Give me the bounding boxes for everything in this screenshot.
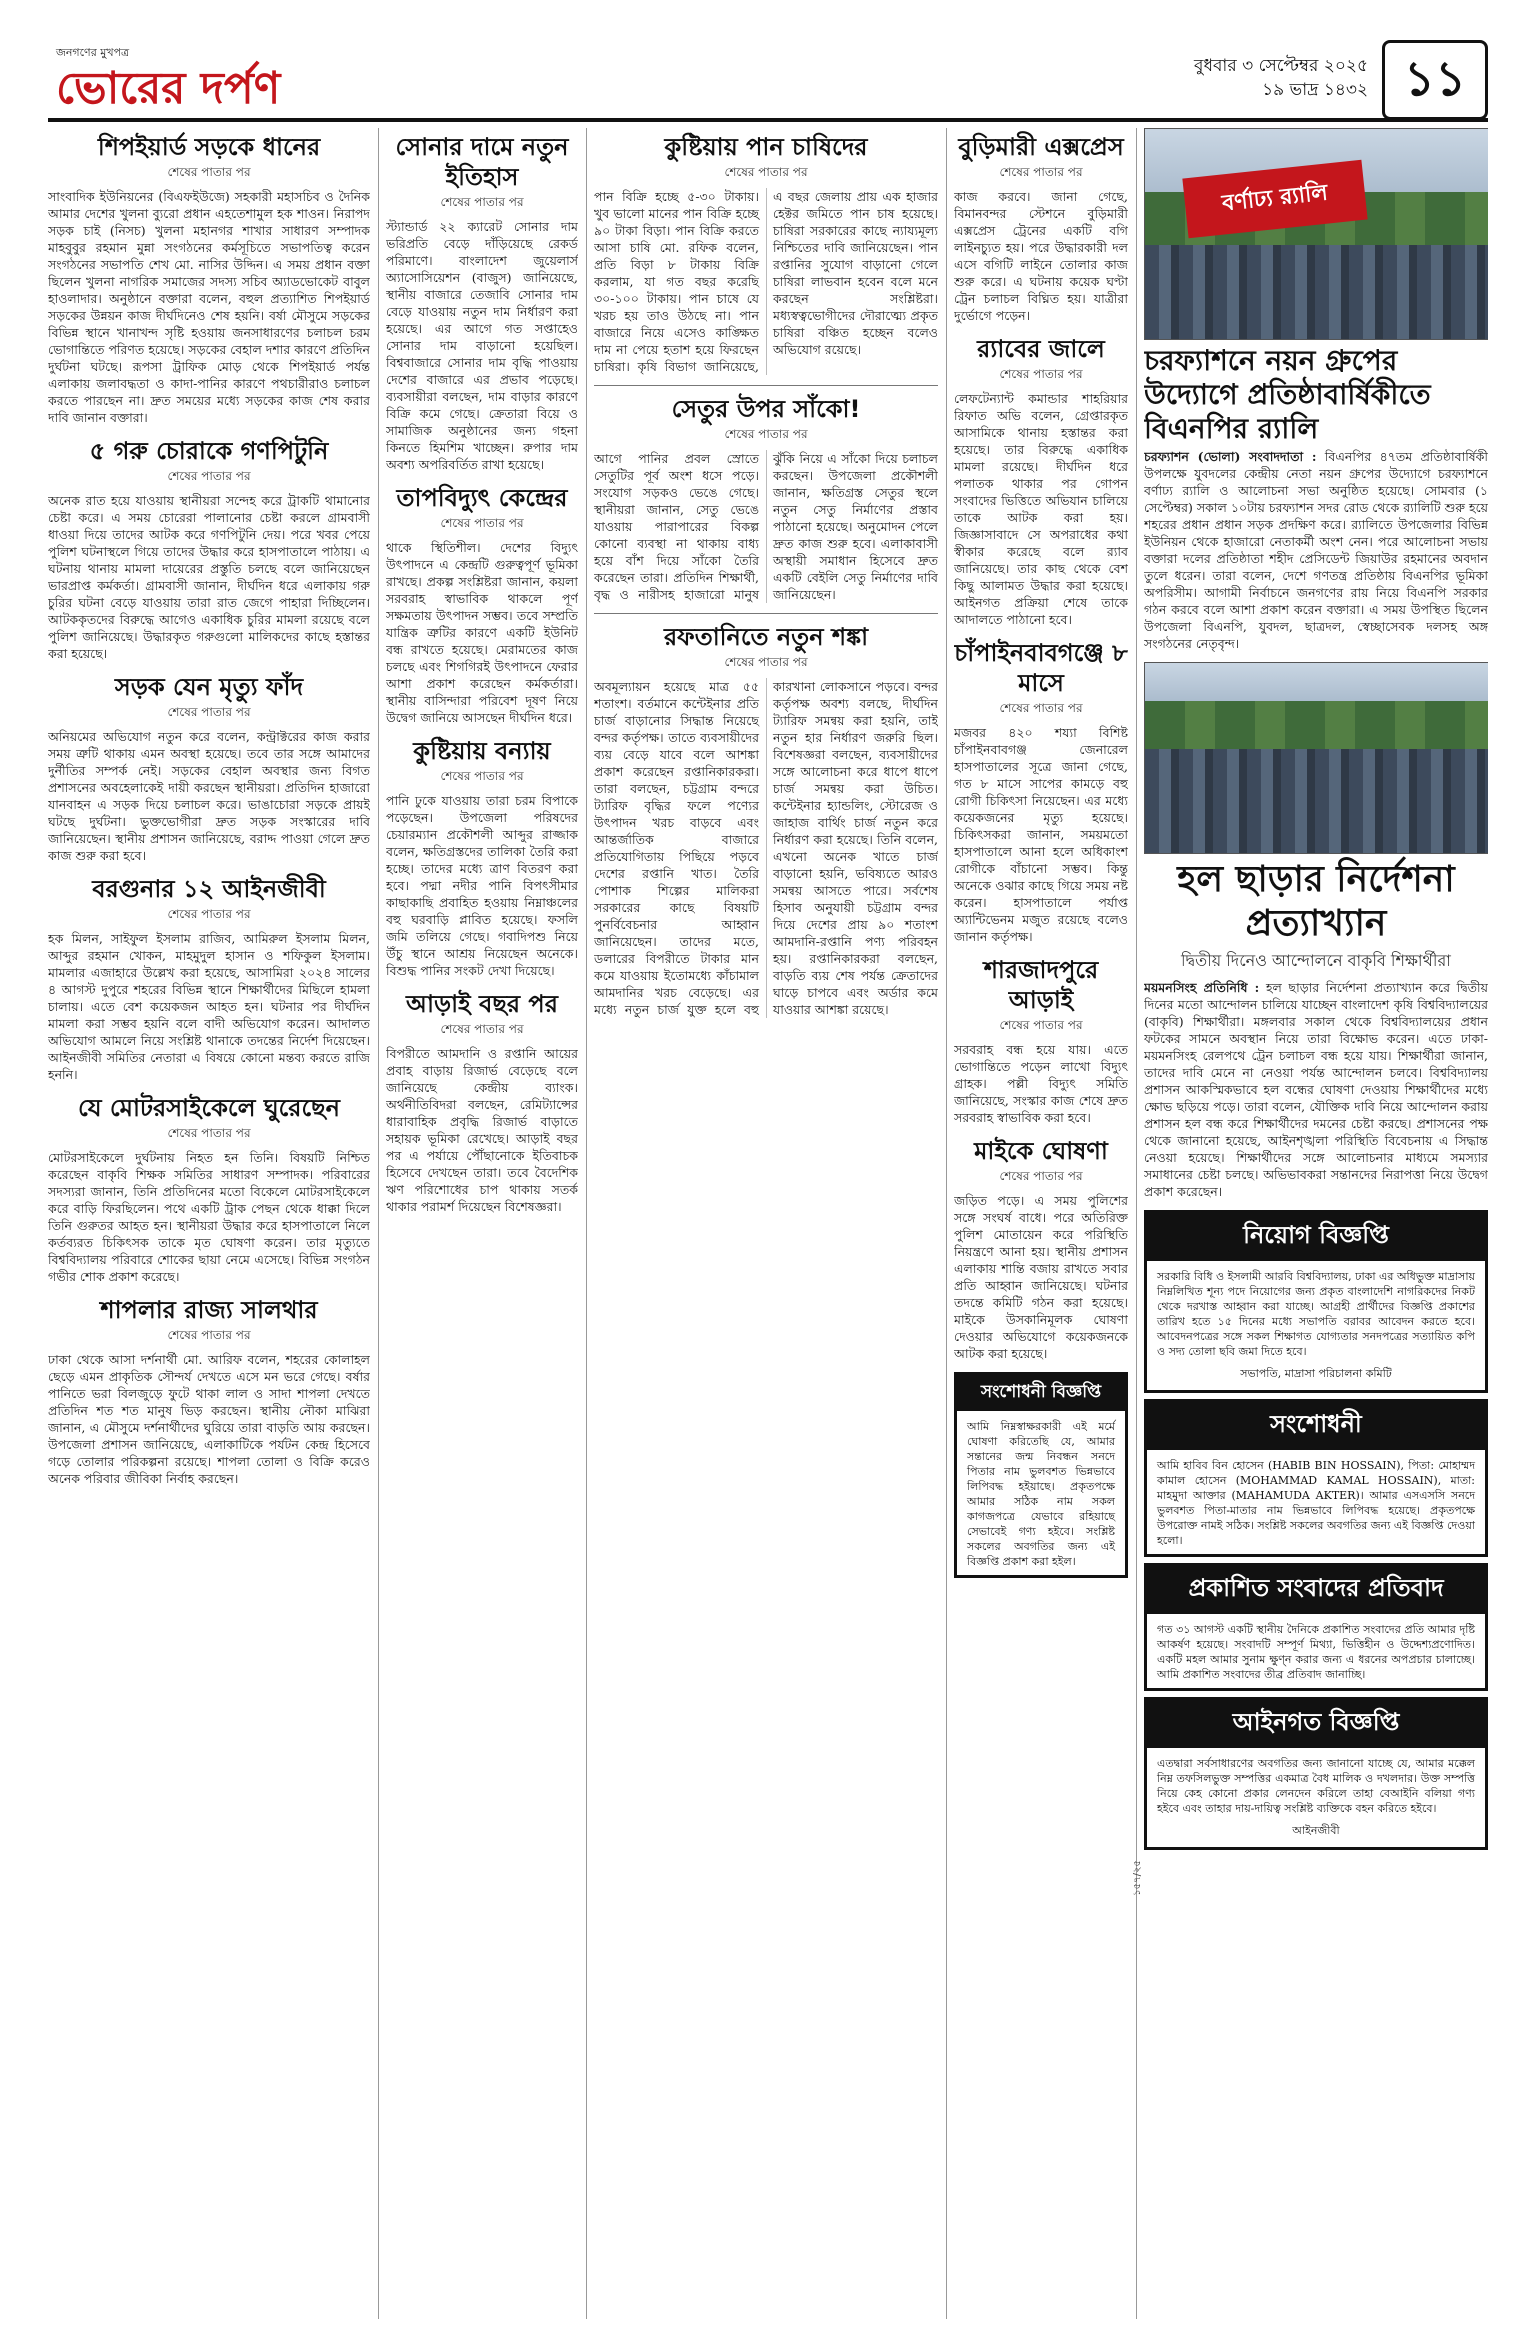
logo-tagline: জনগণের মুখপত্র	[56, 46, 130, 59]
story-charfashion-rally	[1144, 344, 1488, 652]
subheadline: দ্বিতীয় দিনেও আন্দোলনে বাকৃবি শিক্ষার্থীরা	[1181, 951, 1451, 970]
story-body: অবমূল্যায়ন হয়েছে মাত্র ৫৫ শতাংশ। বর্তমানে কন্টেইনার প্রতি চার্জ বাড়ানোর সিদ্ধান্ত নিয়েছে বন্দর কর্তৃপক্ষ। তাতে ব্যবসায়ীদের ব্যয় বেড়ে যাবে বলে আশঙ্কা প্রকাশ করেছেন রপ্তানিকারকরা। তারা বলছেন, চট্টগ্রাম বন্দরে ট্যারিফ বৃদ্ধির ফলে পণ্যের উৎপাদন খরচ বাড়বে এবং আন্তর্জাতিক বাজারে প্রতিযোগিতায় পিছিয়ে পড়বে দেশের রপ্তানি খাত। তৈরি পোশাক শিল্পের মালিকরা সরকারের কাছে বিষয়টি পুনর্বিবেচনার আহ্বান জানিয়েছেন। তাদের মতে, ডলারের বিপরীতে টাকার মান কমে যাওয়ায় ইতোমধ্যে কাঁচামাল আমদানির খরচ বেড়েছে। এর মধ্যে নতুন চার্জ যুক্ত হলে বহু কারখানা লোকসানে পড়বে। বন্দর কর্তৃপক্ষ অবশ্য বলছে, দীর্ঘদিন ট্যারিফ সমন্বয় করা হয়নি, তাই নতুন হার নির্ধারণ জরুরি ছিল। বিশেষজ্ঞরা বলছেন, ব্যবসায়ীদের সঙ্গে আলোচনা করে ধাপে ধাপে চার্জ সমন্বয় করা উচিত। কন্টেইনার হ্যান্ডলিং, স্টোরেজ ও জাহাজ বার্থিং চার্জ নতুন করে নির্ধারণ করা হয়েছে। তিনি বলেন, এখনো অনেক খাতে চার্জ বাড়ানো হয়নি, ভবিষ্যতে আরও সমন্বয় আসতে পারে। সর্বশেষ হিসাব অনুযায়ী চট্টগ্রাম বন্দর দিয়ে দেশের প্রায় ৯০ শতাংশ আমদানি-রপ্তানি পণ্য পরিবহন হয়। রপ্তানিকারকরা বলছেন, বাড়তি ব্যয় শেষ পর্যন্ত ক্রেতাদের ঘাড়ে চাপবে এবং অর্ডার কমে যাওয়ার আশঙ্কা রয়েছে।	[594, 679, 938, 1017]
continued-label: শেষের পাতার পর	[999, 367, 1083, 381]
photo-crowd	[1145, 749, 1488, 854]
story-body: জড়িত পড়ে। এ সময় পুলিশের সঙ্গে সংঘর্ষ বাধে। পরে অতিরিক্ত পুলিশ মোতায়েন করে পরিস্থিতি নিয়ন্ত্রণে আনা হয়। স্থানীয় প্রশাসন এলাকায় শান্তি বজায় রাখতে সবার প্রতি আহ্বান জানিয়েছে। ঘটনার তদন্তে কমিটি গঠন করা হয়েছে। মাইকে উসকানিমূলক ঘোষণা দেওয়ার অভিযোগে কয়েকজনকে আটক করা হয়েছে।	[954, 1193, 1128, 1361]
continued-label: শেষের পাতার পর	[167, 907, 251, 921]
headline: শারজাদপুরে আড়াই	[983, 956, 1099, 1014]
headline: শাপলার রাজ্য সালথার	[100, 1296, 318, 1324]
column-rule	[586, 128, 587, 2319]
story-body: মজবর ৪২০ শয্যা বিশিষ্ট চাঁপাইনবাবগঞ্জ জেনারেল হাসপাতালের সূত্রে জানা গেছে, গত ৮ মাসে সাপের কামড়ে বহু রোগী চিকিৎসা নিয়েছেন। এর মধ্যে কয়েকজনের মৃত্যু হয়েছে। চিকিৎসকরা জানান, সময়মতো হাসপাতালে আনা হলে অধিকাংশ রোগীকে বাঁচানো সম্ভব। কিন্তু অনেকে ওঝার কাছে গিয়ে সময় নষ্ট করেন। হাসপাতালে পর্যাপ্ত অ্যান্টিভেনম মজুত রয়েছে বলেও জানান কর্তৃপক্ষ।	[954, 725, 1128, 944]
notice-body: আমি হাবিব বিন হোসেন (HABIB BIN HOSSAIN), পিতা: মোহাম্মদ কামাল হোসেন (MOHAMMAD KAMAL HOSSAIN), মাতা: মাহমুদা আক্তার (MAHAMUDA AKTER)। আমার এসএসসি সনদে ভুলবশত পিতা-মাতার নাম ভিন্নভাবে লিপিবদ্ধ হয়েছে। প্রকৃতপক্ষে উপরোক্ত নামই সঠিক। সংশ্লিষ্ট সকলের অবগতির জন্য এই বিজ্ঞপ্তি দেওয়া হলো।	[1157, 1459, 1475, 1547]
continued-label: শেষের পাতার পর	[999, 165, 1083, 179]
story-body: সরবরাহ বন্ধ হয়ে যায়। এতে ভোগান্তিতে পড়েন লাখো বিদ্যুৎ গ্রাহক। পল্লী বিদ্যুৎ সমিতি জানিয়েছে, সংস্কার কাজ শেষে দ্রুত সরবরাহ স্বাভাবিক করা হবে।	[954, 1042, 1128, 1125]
column-rule	[378, 128, 379, 2319]
date-block	[1194, 54, 1368, 102]
divider	[594, 613, 938, 614]
notice-title: সংশোধনী বিজ্ঞপ্তি	[957, 1375, 1125, 1411]
notice-body: গত ৩১ আগস্ট একটি স্থানীয় দৈনিকে প্রকাশিত সংবাদের প্রতি আমার দৃষ্টি আকর্ষণ হয়েছে। সংবাদটি সম্পূর্ণ মিথ্যা, ভিত্তিহীন ও উদ্দেশ্যপ্রণোদিত। একটি মহল আমার সুনাম ক্ষুণ্ন করার জন্য এ ধরনের অপপ্রচার চালাচ্ছে। আমি প্রকাশিত সংবাদের তীব্র প্রতিবাদ জানাচ্ছি।	[1157, 1623, 1475, 1681]
rally-photo	[1144, 128, 1488, 340]
headline: চাঁপাইনবাবগঞ্জে ৮ মাসে	[954, 639, 1128, 697]
notice-title: নিয়োগ বিজ্ঞপ্তি	[1147, 1213, 1485, 1261]
headline: শিপইয়ার্ড সড়কে ধানের	[97, 133, 321, 161]
story-body: বিএনপির ৪৭তম প্রতিষ্ঠাবার্ষিকী উপলক্ষে যুবদলের কেন্দ্রীয় নেতা নয়ন গ্রুপের উদ্যোগে চরফ্যাশনে বর্ণাঢ্য র‍্যালি ও আলোচনা সভা অনুষ্ঠিত হয়েছে। সোমবার (১ সেপ্টেম্বর) সকাল ১০টায় চরফ্যাশন সদর রোড থেকে র‍্যালিটি শুরু হয়ে শহরের প্রধান প্রধান সড়ক প্রদক্ষিণ করে। র‍্যালিতে উপজেলার বিভিন্ন ইউনিয়ন থেকে হাজারো নেতাকর্মী অংশ নেন। পরে আলোচনা সভায় বক্তারা দলের প্রতিষ্ঠাতা শহীদ প্রেসিডেন্ট জিয়াউর রহমানের অবদান তুলে ধরেন। তারা বলেন, দেশে গণতন্ত্র প্রতিষ্ঠায় বিএনপির ভূমিকা অপরিসীম। আগামী নির্বাচনে জনগণের রায় নিয়ে বিএনপি সরকার গঠন করবে বলে আশা প্রকাশ করেন বক্তারা। এ সময় উপস্থিত ছিলেন উপজেলা বিএনপি, যুবদল, ছাত্রদল, স্বেচ্ছাসেবক দলসহ অঙ্গ সংগঠনের নেতৃবৃন্দ।	[1144, 449, 1488, 651]
continued-label: শেষের পাতার পর	[440, 769, 524, 783]
continued-label: শেষের পাতার পর	[440, 195, 524, 209]
headline: তাপবিদ্যুৎ কেন্দ্রের	[396, 484, 568, 512]
continued-label: শেষের পাতার পর	[724, 655, 808, 669]
story-rab-arrest	[954, 334, 1128, 628]
headline: বুড়িমারী এক্সপ্রেস	[958, 133, 1124, 161]
headline: কুষ্টিয়ায় পান চাষিদের	[664, 133, 868, 161]
story-body: অনিয়মের অভিযোগ নতুন করে বলেন, কন্ট্রাক্টরের কাজ করার সময় ত্রুটি থাকায় এমন অবস্থা হয়েছে। তবে তার সঙ্গে আমাদের দুর্নীতির সম্পর্ক নেই। সড়কের বেহাল অবস্থার জন্য বিগত প্রশাসনের অবহেলাকেই দায়ী করছেন স্থানীয়রা। প্রতিদিন হাজারো যানবাহন এ সড়ক দিয়ে চলাচল করে। ভাঙাচোরা সড়কে প্রায়ই ঘটছে দুর্ঘটনা। ভুক্তভোগীরা দ্রুত সড়ক সংস্কারের দাবি জানিয়েছেন। স্থানীয় প্রশাসন জানিয়েছে, বরাদ্দ পাওয়া গেলে দ্রুত কাজ শুরু করা হবে।	[48, 729, 370, 863]
column-1	[48, 128, 370, 2319]
headline: চরফ্যাশনে নয়ন গ্রুপের উদ্যোগে প্রতিষ্ঠাবার্ষিকীতে বিএনপির র‍্যালি	[1144, 344, 1431, 445]
date-gregorian: বুধবার ৩ সেপ্টেম্বর ২০২৫	[1193, 56, 1368, 76]
headline: সড়ক যেন মৃত্যু ফাঁদ	[114, 673, 304, 701]
notice-title: সংশোধনী	[1147, 1402, 1485, 1450]
notice-signature: সভাপতি, মাদ্রাসা পরিচালনা কমিটি	[1240, 1367, 1392, 1380]
story-body: ঢাকা থেকে আসা দর্শনার্থী মো. আরিফ বলেন, শহরের কোলাহল ছেড়ে এমন প্রাকৃতিক সৌন্দর্য দেখতে এসে মন ভরে গেছে। বর্ষার পানিতে ভরা বিলজুড়ে ফুটে থাকা লাল ও সাদা শাপলা দেখতে প্রতিদিন শত শত মানুষ ভিড় করছেন। স্থানীয় নৌকা মাঝিরা জানান, এ মৌসুমে দর্শনার্থীদের ঘুরিয়ে তারা বাড়তি আয় করছেন। উপজেলা প্রশাসন জানিয়েছে, এলাকাটিকে পর্যটন কেন্দ্র হিসেবে গড়ে তোলার পরিকল্পনা রয়েছে। শাপলা তোলা ও বিক্রি করেও অনেক পরিবার জীবিকা নির্বাহ করছেন।	[48, 1352, 370, 1486]
story-shahjadpur	[954, 955, 1128, 1126]
story-body: বিপরীতে আমদানি ও রপ্তানি আয়ের প্রবাহ বাড়ায় রিজার্ভ বেড়েছে বলে জানিয়েছে কেন্দ্রীয় ব্যাংক। অর্থনীতিবিদরা বলছেন, রেমিট্যান্সের ধারাবাহিক প্রবৃদ্ধি রিজার্ভ বাড়াতে সহায়ক ভূমিকা রেখেছে। আড়াই বছর পর এ পর্যায়ে পৌঁছানোকে ইতিবাচক হিসেবে দেখছেন তারা। তবে বৈদেশিক ঋণ পরিশোধের চাপ থাকায় সতর্ক থাকার পরামর্শ দিয়েছেন বিশেষজ্ঞরা।	[386, 1046, 578, 1214]
continued-label: শেষের পাতার পর	[440, 1022, 524, 1036]
story-power-plant	[386, 483, 578, 726]
story-mic-announcement	[954, 1136, 1128, 1362]
notice-title: প্রকাশিত সংবাদের প্রতিবাদ	[1147, 1566, 1485, 1614]
story-export-concern	[594, 622, 938, 1018]
story-body: পান বিক্রি হচ্ছে ৫-৩০ টাকায়। খুব ভালো মানের পান বিক্রি হচ্ছে ৯০ টাকা বিড়া। পান বিক্রি করতে আসা চাষি মো. রফিক বলেন, প্রতি বিড়া ৮ টাকায় বিক্রি করলাম, যা গত বছর করেছি ৩০-১০০ টাকায়। পান চাষে যে খরচ হয় তাও উঠছে না। পান বাজারে নিয়ে এসেও কাঙ্ক্ষিত দাম না পেয়ে হতাশ হয়ে ফিরছেন চাষিরা। কৃষি বিভাগ জানিয়েছে, এ বছর জেলায় প্রায় এক হাজার হেক্টর জমিতে পান চাষ হয়েছে। চাষিরা সরকারের কাছে ন্যায্যমূল্য নিশ্চিতের দাবি জানিয়েছেন। পান রপ্তানির সুযোগ বাড়ানো গেলে চাষিরা লাভবান হবেন বলে মনে করছেন সংশ্লিষ্টরা। মধ্যস্বত্বভোগীদের দৌরাত্ম্যে প্রকৃত চাষিরা বঞ্চিত হচ্ছেন বলেও অভিযোগ রয়েছে।	[594, 189, 938, 374]
story-barguna-lawyers	[48, 874, 370, 1083]
headline: মাইকে ঘোষণা	[974, 1137, 1108, 1165]
story-body: আগে পানির প্রবল স্রোতে সেতুটির পূর্ব অংশ ধসে পড়ে। সংযোগ সড়কও ভেঙে গেছে। স্থানীয়রা জানান, সেতু ভেঙে যাওয়ায় পারাপারের বিকল্প কোনো ব্যবস্থা না থাকায় বাধ্য হয়ে বাঁশ দিয়ে সাঁকো তৈরি করেছেন তারা। প্রতিদিন শিক্ষার্থী, বৃদ্ধ ও নারীসহ হাজারো মানুষ ঝুঁকি নিয়ে এ সাঁকো দিয়ে চলাচল করছেন। উপজেলা প্রকৌশলী জানান, ক্ষতিগ্রস্ত সেতুর স্থলে নতুন সেতু নির্মাণের প্রস্তাব পাঠানো হয়েছে। অনুমোদন পেলে দ্রুত কাজ শুরু হবে। এলাকাবাসী অস্থায়ী সমাধান হিসেবে দ্রুত একটি বেইলি সেতু নির্মাণের দাবি জানিয়েছেন।	[594, 451, 938, 602]
story-shapla-saltha	[48, 1295, 370, 1487]
column-2	[386, 128, 578, 2319]
continued-label: শেষের পাতার পর	[440, 516, 524, 530]
column-5	[1144, 128, 1488, 2319]
divider	[594, 385, 938, 386]
masthead	[48, 40, 1488, 122]
logo-block	[56, 44, 280, 115]
story-body: হল ছাড়ার নির্দেশনা প্রত্যাখ্যান করে দ্বিতীয় দিনের মতো আন্দোলন চালিয়ে যাচ্ছেন বাংলাদেশ কৃষি বিশ্ববিদ্যালয়ের (বাকৃবি) শিক্ষার্থীরা। মঙ্গলবার সকাল থেকে বিশ্ববিদ্যালয়ের প্রধান ফটকের সামনে অবস্থান নিয়ে তারা বিক্ষোভ করেন। এতে ঢাকা-ময়মনসিংহ রেলপথে ট্রেন চলাচল বন্ধ হয়ে যায়। শিক্ষার্থীরা জানান, তাদের দাবি মেনে না নেওয়া পর্যন্ত আন্দোলন চলবে। বিশ্ববিদ্যালয় প্রশাসন আকস্মিকভাবে হল বন্ধের ঘোষণা দেওয়ায় শিক্ষার্থীদের মধ্যে ক্ষোভ ছড়িয়ে পড়ে। তারা বলেন, যৌক্তিক দাবি নিয়ে আন্দোলন করায় প্রশাসন হল বন্ধ করে শিক্ষার্থীদের দমনের চেষ্টা করছে। প্রশাসনের পক্ষ থেকে জানানো হয়েছে, আইনশৃঙ্খলা পরিস্থিতি বিবেচনায় এ সিদ্ধান্ত নেওয়া হয়েছে। শিক্ষার্থীদের সঙ্গে আলোচনার মাধ্যমে সমস্যার সমাধানের চেষ্টা চলছে। অভিভাবকরা সন্তানদের নিরাপত্তা নিয়ে উদ্বেগ প্রকাশ করেছেন।	[1144, 980, 1488, 1199]
headline: আড়াই বছর পর	[406, 990, 558, 1018]
story-snakebite	[954, 638, 1128, 945]
continued-label: শেষের পাতার পর	[999, 1018, 1083, 1032]
story-burimari-express	[954, 132, 1128, 324]
notice-title: আইনগত বিজ্ঞপ্তি	[1147, 1700, 1485, 1748]
headline: বরগুনার ১২ আইনজীবী	[92, 875, 326, 903]
recruitment-notice	[1144, 1210, 1488, 1393]
continued-label: শেষের পাতার পর	[167, 1328, 251, 1342]
story-body-wrap	[1144, 979, 1488, 1200]
story-body: সাংবাদিক ইউনিয়নের (বিএফইউজে) সহকারী মহাসচিব ও দৈনিক আমার দেশের খুলনা ব্যুরো প্রধান এহতেশামুল হক শাওন। নিরাপদ সড়ক চাই (নিসচ) খুলনা মহানগর শাখার সাধারণ সম্পাদক মাহবুবুর রহমান মুন্না সংগঠনের কর্মসূচিতে সভাপতিত্ব করেন সংগঠনের সভাপতি শেখ মো. নাসির উদ্দিন। এ সময় প্রধান বক্তা ছিলেন খুলনা নাগরিক সমাজের সদস্য সচিব অ্যাডভোকেট বাবুল হাওলাদার। অনুষ্ঠানে বক্তারা বলেন, বহুল প্রত্যাশিত শিপইয়ার্ড সড়কের উন্নয়ন কাজ দীর্ঘদিনেও শেষ হয়নি। বর্ষা মৌসুমে সড়কের বিভিন্ন স্থানে খানাখন্দ সৃষ্টি হওয়ায় জনসাধারণের চলাচল চরম ভোগান্তিতে পরিণত হয়েছে। সড়কের বেহাল দশার কারণে প্রতিদিন দুর্ঘটনা ঘটছে। রূপসা ট্রাফিক মোড় থেকে শিপইয়ার্ড পর্যন্ত এলাকায় জলাবদ্ধতা ও কাদা-পানির কারণে পথচারীরাও চলাচল করতে পারছেন না। দ্রুত সময়ের মধ্যে সড়কের কাজ শেষ করার দাবি জানান বক্তারা।	[48, 189, 370, 425]
story-road-death-trap	[48, 672, 370, 864]
story-body: হক মিলন, সাইফুল ইসলাম রাজিব, আমিরুল ইসলাম মিলন, আব্দুর রহমান খোকন, মাহমুদুল হাসান ও শফিকুল ইসলাম। মামলার এজাহারে উল্লেখ করা হয়েছে, আসামিরা ২০২৪ সালের ৪ আগস্ট দুপুরে শহরের বিভিন্ন স্থানে শিক্ষার্থীদের মিছিলে হামলা চালায়। এতে বেশ কয়েকজন আহত হন। ঘটনার পর দীর্ঘদিন মামলা করা সম্ভব হয়নি বলে বাদী অভিযোগ করেন। আদালত অভিযোগ আমলে নিয়ে সংশ্লিষ্ট থানাকে তদন্তের নির্দেশ দিয়েছেন। আইনজীবী সমিতির নেতারা এ বিষয়ে কোনো মন্তব্য করতে রাজি হননি।	[48, 931, 370, 1082]
page-number: ১১	[1382, 40, 1488, 120]
column-4	[954, 128, 1128, 2319]
story-body-wrap	[1144, 448, 1488, 652]
continued-label: শেষের পাতার পর	[167, 165, 251, 179]
continued-label: শেষের পাতার পর	[167, 705, 251, 719]
ad-ref: ১৫৭/২৫	[1132, 1860, 1143, 1896]
continued-label: শেষের পাতার পর	[724, 165, 808, 179]
story-kushtia-flood	[386, 736, 578, 979]
newspaper-logo: ভোরের দর্পণ	[56, 63, 281, 114]
continued-label: শেষের পাতার পর	[999, 1169, 1083, 1183]
story-body: কাজ করবে। জানা গেছে, বিমানবন্দর স্টেশনে বুড়িমারী এক্সপ্রেস ট্রেনের একটি বগি লাইনচ্যুত হয়। পরে উদ্ধারকারী দল এসে বগিটি লাইনে তোলার কাজ শুরু করে। এ ঘটনায় কয়েক ঘণ্টা ট্রেন চলাচল বিঘ্নিত হয়। যাত্রীরা দুর্ভোগে পড়েন।	[954, 189, 1128, 323]
correction-notice	[954, 1372, 1128, 1578]
rally-banner: বর্ণাঢ্য র‍্যালি	[1182, 160, 1367, 238]
photo-crowd	[1145, 245, 1488, 340]
headline: কুষ্টিয়ায় বন্যায়	[413, 737, 551, 765]
column-3	[594, 128, 938, 2319]
headline: ৫ গরু চোরাকে গণপিটুনি	[89, 437, 329, 465]
story-gold-price	[386, 132, 578, 473]
story-body: পানি ঢুকে যাওয়ায় তারা চরম বিপাকে পড়েছেন। উপজেলা পরিষদের চেয়ারম্যান প্রকৌশলী আব্দুর রাজ্জাক বলেন, ক্ষতিগ্রস্তদের তালিকা তৈরি করা হচ্ছে। তাদের মধ্যে ত্রাণ বিতরণ করা হবে। পদ্মা নদীর পানি বিপৎসীমার কাছাকাছি প্রবাহিত হওয়ায় নিম্নাঞ্চলের বহু ঘরবাড়ি প্লাবিত হয়েছে। ফসলি জমি তলিয়ে গেছে। গবাদিপশু নিয়ে উঁচু স্থানে আশ্রয় নিয়েছেন অনেকে। বিশুদ্ধ পানির সংকট দেখা দিয়েছে।	[386, 793, 578, 978]
correction-notice-2	[1144, 1399, 1488, 1557]
story-body: থাকে স্থিতিশীল। দেশের বিদ্যুৎ উৎপাদনে এ কেন্দ্রটি গুরুত্বপূর্ণ ভূমিকা রাখছে। প্রকল্প সংশ্লিষ্টরা জানান, কয়লা সরবরাহ স্বাভাবিক থাকলে পূর্ণ সক্ষমতায় উৎপাদন সম্ভব। তবে সম্প্রতি যান্ত্রিক ত্রুটির কারণে একটি ইউনিট বন্ধ রাখতে হয়েছে। মেরামতের কাজ চলছে এবং শিগগিরই উৎপাদনে ফেরার আশা প্রকাশ করেছেন কর্মকর্তারা। স্থানীয় বাসিন্দারা পরিবেশ দূষণ নিয়ে উদ্বেগ জানিয়ে আসছেন দীর্ঘদিন ধরে।	[386, 540, 578, 725]
notice-signature: আইনজীবী	[1292, 1824, 1340, 1837]
continued-label: শেষের পাতার পর	[167, 1126, 251, 1140]
notice-body: এতদ্বারা সর্বসাধারণের অবগতির জন্য জানানো যাচ্ছে যে, আমার মক্কেল নিম্ন তফসিলভুক্ত সম্পত্তির একমাত্র বৈধ মালিক ও দখলদার। উক্ত সম্পত্তি নিয়ে কেহ কোনো প্রকার লেনদেন করিলে তাহা বেআইনি বলিয়া গণ্য হইবে এবং তাহার দায়-দায়িত্ব সংশ্লিষ্ট ব্যক্তিকে বহন করিতে হইবে।	[1157, 1757, 1475, 1815]
protest-photo	[1144, 662, 1488, 854]
legal-notice	[1144, 1697, 1488, 1850]
story-cow-thieves	[48, 436, 370, 662]
headline: যে মোটরসাইকেলে ঘুরেছেন	[77, 1094, 341, 1122]
column-rule	[946, 128, 947, 2319]
byline: ময়মনসিংহ প্রতিনিধি :	[1144, 980, 1260, 995]
story-bamboo-bridge	[594, 394, 938, 603]
continued-label: শেষের পাতার পর	[167, 469, 251, 483]
story-body: অনেক রাত হয়ে যাওয়ায় স্থানীয়রা সন্দেহ করে ট্রাকটি থামানোর চেষ্টা করে। এ সময় চোরেরা পালানোর চেষ্টা করলে গ্রামবাসী ধাওয়া দিয়ে তাদের আটক করে গণপিটুনি দেয়। পরে খবর পেয়ে পুলিশ ঘটনাস্থলে গিয়ে তাদের উদ্ধার করে হাসপাতালে পাঠায়। এ ঘটনায় থানায় মামলা দায়েরের প্রস্তুতি চলছে বলে জানিয়েছেন ভারপ্রাপ্ত কর্মকর্তা। গ্রামবাসী জানান, দীর্ঘদিন ধরে এলাকায় গরু চুরির ঘটনা বেড়ে যাওয়ায় তারা রাত জেগে পাহারা দিচ্ছিলেন। আটককৃতদের বিরুদ্ধে আগেও একাধিক চুরির মামলা রয়েছে বলে পুলিশ জানিয়েছে। উদ্ধারকৃত গরুগুলো মালিকদের কাছে হস্তান্তর করা হয়েছে।	[48, 493, 370, 661]
date-bangla: ১৯ ভাদ্র ১৪৩২	[1262, 80, 1368, 100]
headline: রফতানিতে নতুন শঙ্কা	[663, 623, 869, 651]
headline: হল ছাড়ার নির্দেশনা প্রত্যাখ্যান	[1177, 859, 1455, 944]
story-body: মোটরসাইকেলে দুর্ঘটনায় নিহত হন তিনি। বিষয়টি নিশ্চিত করেছেন বাকৃবি শিক্ষক সমিতির সাধারণ সম্পাদক। পরিবারের সদস্যরা জানান, তিনি প্রতিদিনের মতো বিকেলে মোটরসাইকেলে করে বাড়ি ফিরছিলেন। পথে একটি ট্রাক পেছন থেকে ধাক্কা দিলে তিনি গুরুতর আহত হন। স্থানীয়রা উদ্ধার করে হাসপাতালে নিলে কর্তব্যরত চিকিৎসক তাকে মৃত ঘোষণা করেন। তার মৃত্যুতে বিশ্ববিদ্যালয় পরিবারে শোকের ছায়া নেমে এসেছে। বিভিন্ন সংগঠন গভীর শোক প্রকাশ করেছে।	[48, 1150, 370, 1284]
story-betel-farmers	[594, 132, 938, 375]
story-bau-protest	[1144, 858, 1488, 1200]
rebuttal-notice	[1144, 1563, 1488, 1691]
headline: সেতুর উপর সাঁকো!	[671, 395, 861, 423]
continued-label: শেষের পাতার পর	[724, 427, 808, 441]
notice-body: আমি নিম্নস্বাক্ষরকারী এই মর্মে ঘোষণা করিতেছি যে, আমার সন্তানের জন্ম নিবন্ধন সনদে পিতার নাম ভুলবশত ভিন্নভাবে লিপিবদ্ধ হইয়াছে। প্রকৃতপক্ষে আমার সঠিক নাম সকল কাগজপত্রে যেভাবে রহিয়াছে সেভাবেই গণ্য হইবে। সংশ্লিষ্ট সকলের অবগতির জন্য এই বিজ্ঞপ্তি প্রকাশ করা হইল।	[967, 1420, 1115, 1568]
column-rule	[1136, 128, 1137, 2319]
story-body: স্ট্যান্ডার্ড ২২ ক্যারেট সোনার দাম ভরিপ্রতি বেড়ে দাঁড়িয়েছে রেকর্ড পরিমাণে। বাংলাদেশ জুয়েলার্স অ্যাসোসিয়েশন (বাজুস) জানিয়েছে, স্থানীয় বাজারে তেজাবি সোনার দাম বেড়ে যাওয়ায় নতুন দাম নির্ধারণ করা হয়েছে। এর আগে গত সপ্তাহেও সোনার দাম বাড়ানো হয়েছিল। বিশ্ববাজারে সোনার দাম বৃদ্ধি পাওয়ায় দেশের বাজারে এর প্রভাব পড়েছে। ব্যবসায়ীরা বলছেন, দাম বাড়ার কারণে বিক্রি কমে গেছে। ক্রেতারা বিয়ে ও সামাজিক অনুষ্ঠানের জন্য গহনা কিনতে হিমশিম খাচ্ছেন। রুপার দাম অবশ্য অপরিবর্তিত রাখা হয়েছে।	[386, 219, 578, 472]
headline: র‍্যাবের জালে	[977, 335, 1105, 363]
story-body: লেফটেন্যান্ট কমান্ডার শাহরিয়ার রিফাত অভি বলেন, গ্রেপ্তারকৃত আসামিকে থানায় হস্তান্তর করা হয়েছে। তার বিরুদ্ধে একাধিক মামলা রয়েছে। দীর্ঘদিন ধরে পলাতক থাকার পর গোপন সংবাদের ভিত্তিতে অভিযান চালিয়ে তাকে আটক করা হয়। জিজ্ঞাসাবাদে সে অপরাধের কথা স্বীকার করেছে বলে র‍্যাব জানিয়েছে। তার কাছ থেকে বেশ কিছু আলামত উদ্ধার করা হয়েছে। আইনগত প্রক্রিয়া শেষে তাকে আদালতে পাঠানো হবে।	[954, 391, 1128, 627]
headline: সোনার দামে নতুন ইতিহাস	[395, 133, 569, 191]
story-reserve	[386, 989, 578, 1215]
story-motorcycle	[48, 1093, 370, 1285]
story-shipyard	[48, 132, 370, 426]
byline: চরফ্যাশন (ভোলা) সংবাদদাতা :	[1144, 449, 1317, 464]
notice-body: সরকারি বিধি ও ইসলামী আরবি বিশ্ববিদ্যালয়, ঢাকা এর অধিভুক্ত মাদ্রাসায় নিম্নলিখিত শূন্য পদে নিয়োগের জন্য প্রকৃত বাংলাদেশি নাগরিকদের নিকট থেকে দরখাস্ত আহ্বান করা যাচ্ছে। আগ্রহী প্রার্থীদের বিজ্ঞপ্তি প্রকাশের তারিখ হতে ১৫ দিনের মধ্যে সভাপতি বরাবর আবেদন করতে হবে। আবেদনপত্রের সঙ্গে সকল শিক্ষাগত যোগ্যতার সনদপত্রের সত্যায়িত কপি ও সদ্য তোলা ছবি জমা দিতে হবে।	[1157, 1270, 1475, 1358]
continued-label: শেষের পাতার পর	[999, 701, 1083, 715]
